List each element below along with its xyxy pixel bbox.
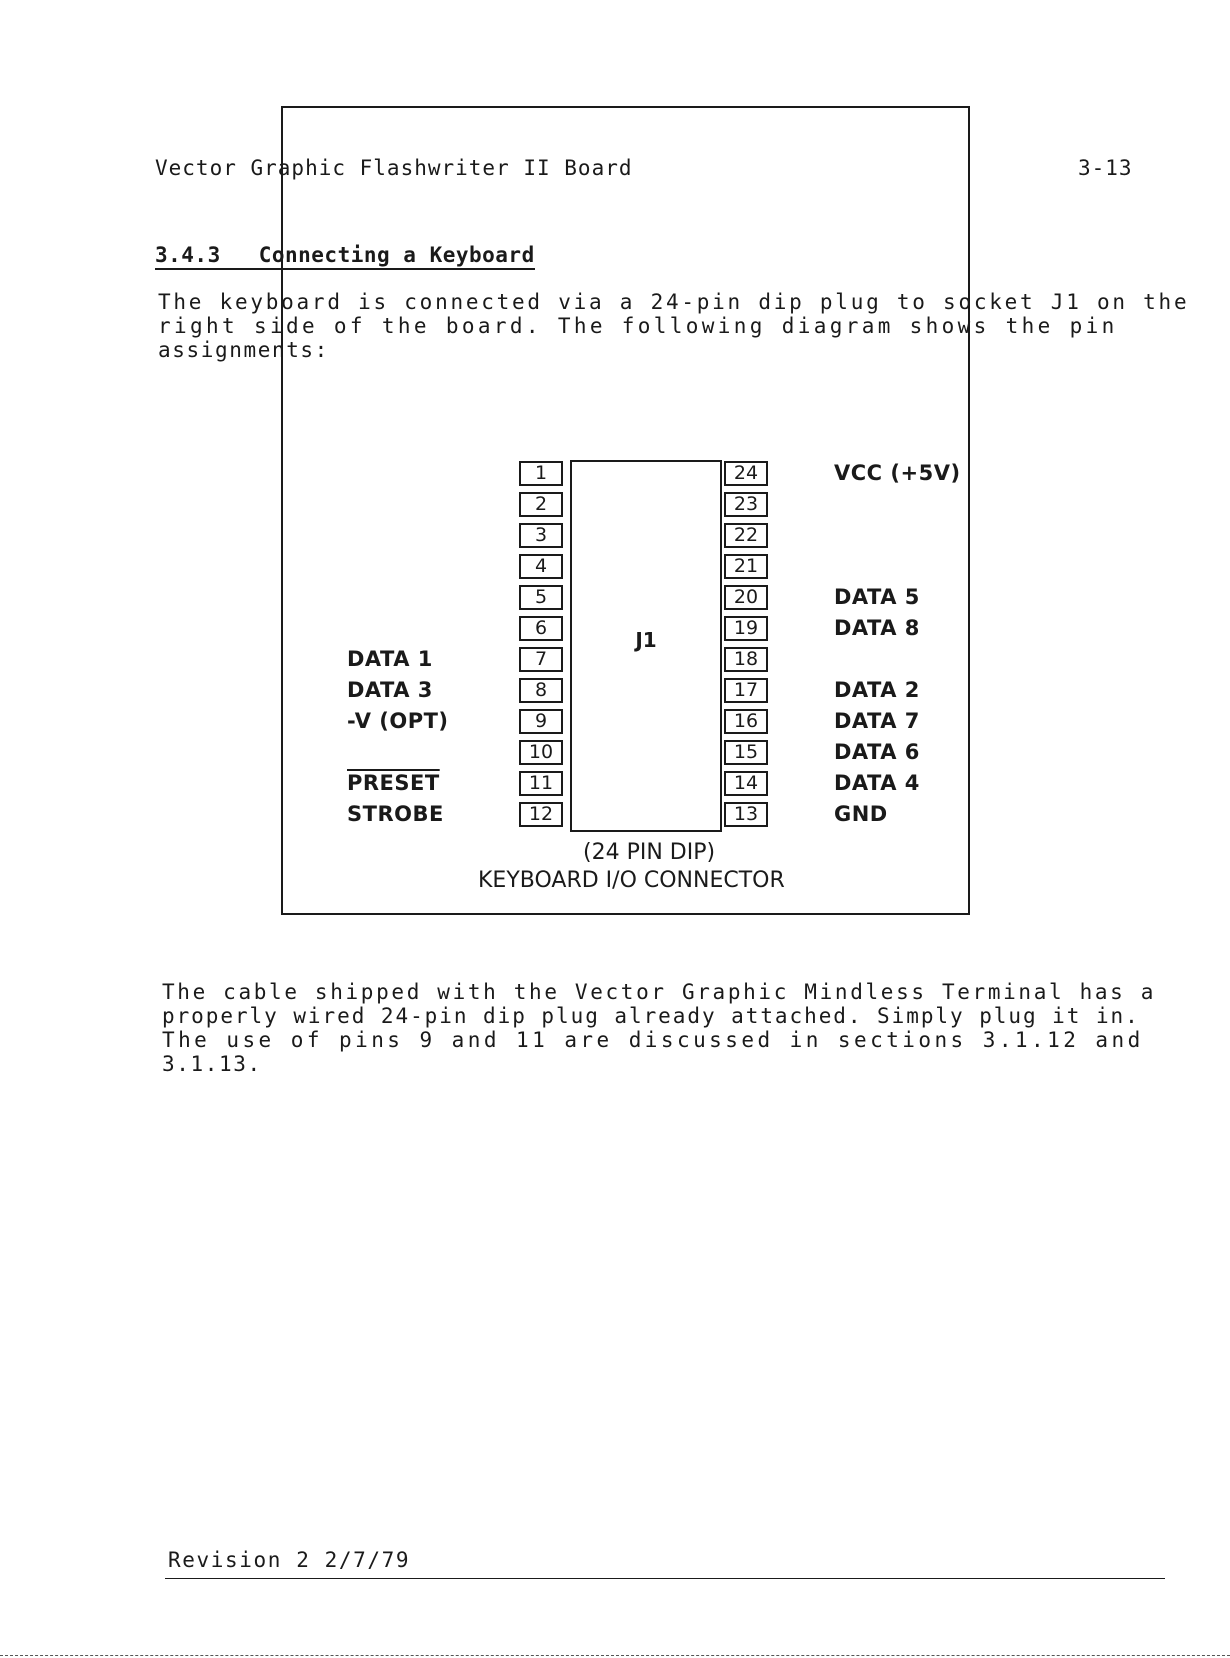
pin-box: 2: [519, 492, 563, 517]
pin-box: 15: [724, 740, 768, 765]
pin-box: 6: [519, 616, 563, 641]
chip-label: J1: [635, 628, 657, 652]
pin-box: 13: [724, 802, 768, 827]
pin-box: 10: [519, 740, 563, 765]
signal-label-neg-v-opt: -V (OPT): [347, 709, 449, 733]
pin-box: 24: [724, 461, 768, 486]
pin-box: 21: [724, 554, 768, 579]
pin-box: 20: [724, 585, 768, 610]
signal-label-data3: DATA 3: [347, 678, 433, 702]
pin-box: 1: [519, 461, 563, 486]
signal-label-data4: DATA 4: [834, 771, 920, 795]
pin-box: 8: [519, 678, 563, 703]
pin-box: 19: [724, 616, 768, 641]
signal-label-data6: DATA 6: [834, 740, 920, 764]
footer-rule: [165, 1578, 1165, 1579]
pin-box: 18: [724, 647, 768, 672]
cable-paragraph-line: The cable shipped with the Vector Graphic Mindless Terminal has a: [162, 980, 1157, 1004]
pin-box: 11: [519, 771, 563, 796]
cable-paragraph-line: The use of pins 9 and 11 are discussed in sections 3.1.12 and: [162, 1028, 1144, 1052]
pin-box: 9: [519, 709, 563, 734]
cable-paragraph-line: 3.1.13.: [162, 1052, 262, 1076]
signal-label-data7: DATA 7: [834, 709, 920, 733]
section-number: 3.4.3: [155, 243, 259, 270]
pin-box: 12: [519, 802, 563, 827]
cable-paragraph-line: properly wired 24-pin dip plug already attached. Simply plug it in.: [162, 1004, 1140, 1028]
signal-label-data5: DATA 5: [834, 585, 920, 609]
intro-line: right side of the board. The following diagram shows the pin: [158, 314, 1118, 338]
pin-box: 16: [724, 709, 768, 734]
section-title: Connecting a Keyboard: [259, 243, 535, 270]
signal-label-data2: DATA 2: [834, 678, 920, 702]
signal-label-gnd: GND: [834, 802, 888, 826]
pin-box: 7: [519, 647, 563, 672]
diagram-caption-title: KEYBOARD I/O CONNECTOR: [478, 868, 785, 893]
pin-box: 3: [519, 523, 563, 548]
signal-label-strobe: STROBE: [347, 802, 444, 826]
pin-box: 5: [519, 585, 563, 610]
intro-line: assignments:: [158, 338, 329, 362]
page-edge-divider: [0, 1655, 1230, 1656]
pin-box: 17: [724, 678, 768, 703]
cable-paragraph: [162, 980, 1156, 1076]
signal-label-data8: DATA 8: [834, 616, 920, 640]
revision-footer: Revision 2 2/7/79: [168, 1548, 411, 1572]
pin-box: 22: [724, 523, 768, 548]
pin-box: 4: [519, 554, 563, 579]
page-header-title: Vector Graphic Flashwriter II Board: [155, 156, 633, 180]
intro-line: The keyboard is connected via a 24-pin dip plug to socket J1 on the: [158, 290, 1190, 314]
page-number: 3-13: [1078, 156, 1133, 180]
signal-label-vcc: VCC (+5V): [834, 461, 961, 485]
pin-box: 14: [724, 771, 768, 796]
pin-box: 23: [724, 492, 768, 517]
signal-label-preset: PRESET: [347, 771, 440, 795]
signal-label-data1: DATA 1: [347, 647, 433, 671]
diagram-caption-package: (24 PIN DIP): [583, 840, 716, 865]
